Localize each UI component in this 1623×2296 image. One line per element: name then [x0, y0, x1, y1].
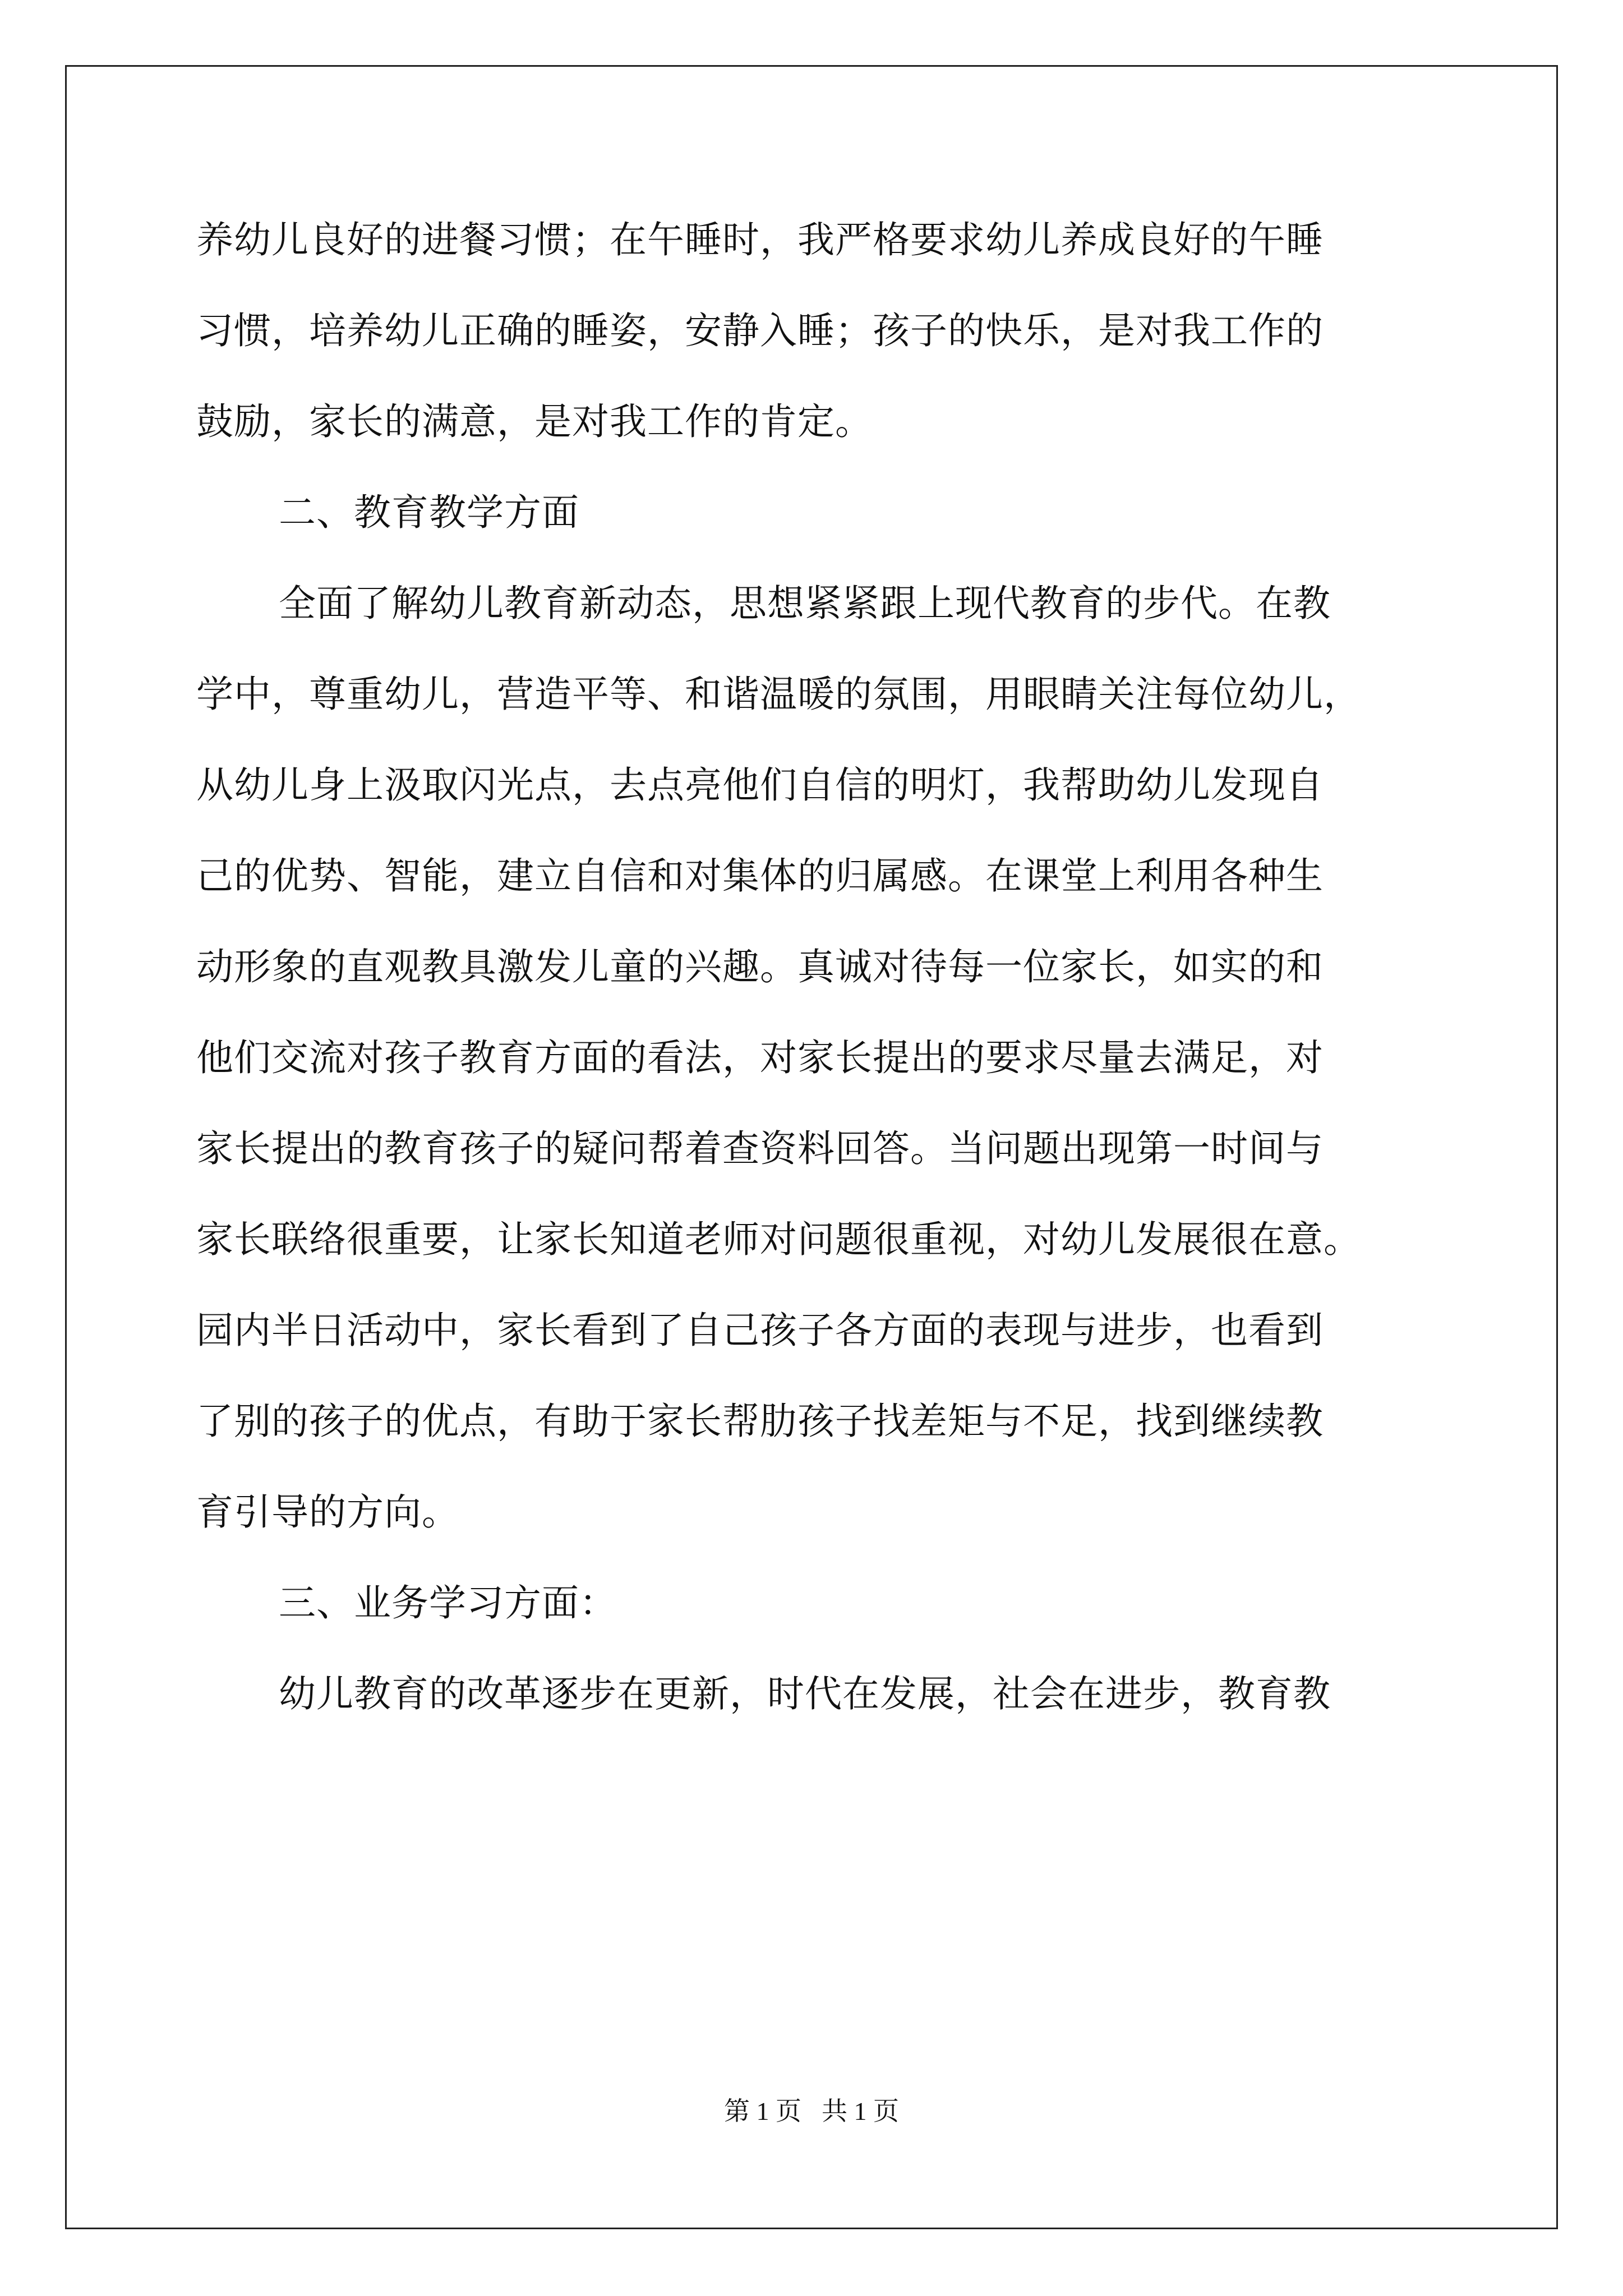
paragraph-line: 园内半日活动中，家长看到了自己孩子各方面的表现与进步，也看到	[196, 1309, 1324, 1352]
page-footer	[0, 2096, 1623, 2127]
paragraph-line: 学中，尊重幼儿，营造平等、和谐温暖的氛围，用眼睛关注每位幼儿，	[196, 673, 1361, 716]
paragraph-line: 己的优势、智能，建立自信和对集体的归属感。在课堂上利用各种生	[196, 854, 1324, 898]
section-heading: 二、教育教学方面	[279, 491, 579, 534]
paragraph-line: 家长联络很重要，让家长知道老师对问题很重视，对幼儿发展很在意。	[196, 1218, 1361, 1261]
paragraph-line: 幼儿教育的改革逐步在更新，时代在发展，社会在进步，教育教	[279, 1672, 1331, 1715]
paragraph-line: 家长提出的教育孩子的疑问帮着查资料回答。当问题出现第一时间与	[196, 1127, 1324, 1170]
paragraph-line: 全面了解幼儿教育新动态，思想紧紧跟上现代教育的步代。在教	[279, 582, 1331, 625]
section-heading: 三、业务学习方面：	[279, 1581, 617, 1625]
page-number-current: 第 1 页	[724, 2097, 801, 2125]
paragraph-line: 养幼儿良好的进餐习惯；在午睡时，我严格要求幼儿养成良好的午睡	[196, 218, 1324, 261]
paragraph-line: 习惯，培养幼儿正确的睡姿，安静入睡；孩子的快乐，是对我工作的	[196, 309, 1324, 352]
paragraph-line: 从幼儿身上汲取闪光点，去点亮他们自信的明灯，我帮助幼儿发现自	[196, 763, 1324, 807]
paragraph-line: 动形象的直观教具激发儿童的兴趣。真诚对待每一位家长，如实的和	[196, 945, 1324, 988]
paragraph-line: 鼓励，家长的满意，是对我工作的肯定。	[196, 400, 873, 443]
page-number-total: 共 1 页	[822, 2097, 899, 2125]
paragraph-line: 他们交流对孩子教育方面的看法，对家长提出的要求尽量去满足，对	[196, 1036, 1324, 1079]
paragraph-line: 育引导的方向。	[196, 1490, 459, 1534]
paragraph-line: 了别的孩子的优点，有助于家长帮肋孩子找差矩与不足，找到继续教	[196, 1400, 1324, 1443]
